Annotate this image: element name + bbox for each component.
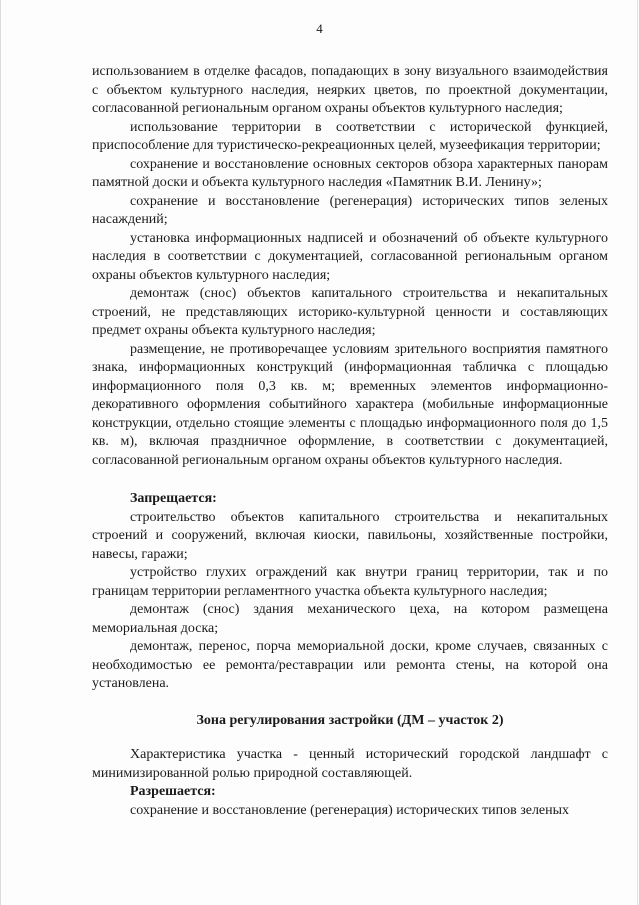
scan-left-edge xyxy=(0,0,1,905)
paragraph: сохранение и восстановление основных секторов обзора характерных панорам памятной доски и объекта культурного наследия «Памятник В.И. Ленину»; xyxy=(92,156,608,190)
page-number: 4 xyxy=(316,21,323,36)
scan-right-edge xyxy=(637,0,638,905)
paragraph: демонтаж, перенос, порча мемориальной доски, кроме случаев, связанных с необходимостью ее ремонта/реставрации или ремонта стены, на которой она установлена. xyxy=(92,639,608,691)
paragraph: установка информационных надписей и обозначений об объекте культурного наследия в соответствии с документацией, согласованной региональным органом охраны объектов культурного наследия; xyxy=(92,230,608,283)
paragraph: строительство объектов капитального строительства и некапитальных строений и сооружений, включая киоски, павильоны, хозяйственные постройки, навесы, гаражи; xyxy=(92,509,608,562)
paragraph: размещение, не противоречащее условиям зрительного восприятия памятного знака, информационных конструкций (информационная табличка с площадью информационного поля 0,3 кв. м; временных элементов информационно-декоративного оформления событийного характера (мобильные информационные конструкции, отдельно стоящие элементы с площадью информационного поля до 1,5 кв. м), включая праздничное оформление, в соответствии с документацией, согласованной региональным органом охраны объектов культурного наследия. xyxy=(92,341,608,468)
paragraph: использованием в отделке фасадов, попадающих в зону визуального взаимодействия с объектом культурного наследия, неярких цветов, по проектной документации, согласованной региональным органом охраны объектов культурного наследия; xyxy=(92,64,608,116)
prohibited-heading: Запрещается: xyxy=(130,491,217,506)
paragraph: сохранение и восстановление (регенерация) исторических типов зеленых xyxy=(130,802,570,818)
zone-characteristic: Характеристика участка - ценный исторический городской ландшафт с минимизированной ролью природной составляющей. xyxy=(92,747,608,781)
paragraph: сохранение и восстановление (регенерация) исторических типов зеленых насаждений; xyxy=(92,193,608,227)
permitted-heading: Разрешается: xyxy=(130,784,216,799)
section-title: Зона регулирования застройки (ДМ – участок 2) xyxy=(196,712,504,728)
paragraph: демонтаж (снос) объектов капитального строительства и некапитальных строений, не представляющих историко-культурной ценности и составляющих предмет охраны объекта культурного наследия; xyxy=(92,286,608,338)
paragraph: использование территории в соответствии с исторической функцией, приспособление для туристическо-рекреационных целей, музеефикация территории; xyxy=(92,119,608,153)
paragraph: устройство глухих ограждений как внутри границ территории, так и по границам территории регламентного участка объекта культурного наследия; xyxy=(92,565,608,599)
document-body xyxy=(92,63,608,820)
paragraph: демонтаж (снос) здания механического цеха, на котором размещена мемориальная доска; xyxy=(92,602,608,636)
